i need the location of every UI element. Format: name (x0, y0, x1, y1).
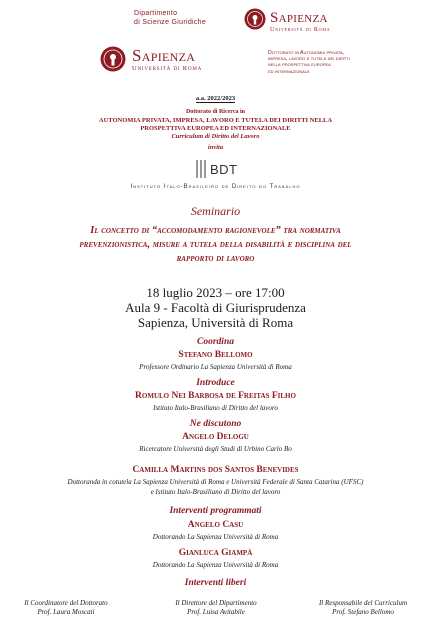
sapienza-seal-icon (244, 8, 266, 30)
signature-role: Il Coordinatore del Dottorato (24, 599, 108, 607)
event-type: Seminario (190, 204, 241, 218)
speaker-name: Angelo Delogu (182, 432, 249, 442)
ibdt-name: Instituto Italo-Brasileiro de Direito do Trabalho (130, 184, 301, 190)
logo-dipartimento-sapienza (100, 8, 220, 82)
speaker-affiliation: Dottorando La Sapienza Università di Roma (152, 533, 279, 541)
dept-label (134, 10, 206, 27)
event-title (0, 224, 431, 266)
interventi-liberi-label: Interventi liberi (184, 578, 247, 588)
signature-role: Il Direttore del Dipartimento (175, 599, 257, 607)
event-title-line: Il concetto di “accomodamento ragionevole” tra normativa (90, 225, 341, 236)
event-room: Aula 9 - Facoltà di Giurisprudenza (125, 300, 306, 315)
ibdt-columns-icon (196, 160, 206, 178)
interventi-programmati-label: Interventi programmati (169, 506, 262, 516)
ibdt-logo (196, 158, 244, 180)
dottorato-name-line2: PROSPETTIVA EUROPEA ED INTERNAZIONALE (140, 125, 291, 132)
doc-line: Dottorato in Autonomia privata, (268, 50, 345, 56)
signature-role: Il Responsabile del Curriculum (318, 599, 408, 607)
logo-dottorato-sapienza (244, 8, 354, 82)
speaker-name: Camilla Martins dos Santos Benevides (132, 465, 299, 475)
doc-line: impresa, lavoro e tutela dei diritti (268, 56, 350, 63)
event-title-line: rapporto di lavoro (176, 253, 255, 264)
universita-di-roma-label: Università di Roma (132, 65, 203, 72)
speaker-affiliation: Istituto Italo-Brasiliano di Diritto del lavoro (153, 404, 278, 412)
introduce-label: Introduce (196, 378, 235, 388)
dottorato-intro: Dottorato di Ricerca in (185, 109, 246, 115)
doc-line: nella prospettiva europea (268, 62, 331, 69)
event-place: Sapienza, Università di Roma (137, 315, 294, 330)
speaker-affiliation: Ricercatore Università degli Studi di Urbino Carlo Bo (139, 445, 292, 453)
speaker-affiliation: Dottoranda in cotutela La Sapienza Università di Roma e Università Federale di Santa Catarina (UFSC) (67, 478, 364, 486)
speaker-name: Romulo Nei Barbosa de Freitas Filho (135, 391, 296, 401)
event-title-line: prevenzionistica, misure a tutela della disabilità e disciplina del (79, 239, 352, 250)
academic-year (0, 95, 431, 102)
sapienza-wordmark: Sapienza (270, 10, 328, 26)
curriculum-label: Curriculum di Diritto del Lavoro (171, 133, 260, 140)
signature-responsabile (293, 599, 431, 617)
event-date: 18 luglio 2023 – ore 17:00 (146, 285, 285, 300)
coordina-label: Coordina (197, 337, 234, 347)
invita-label: invita (207, 144, 224, 151)
signature-name: Prof. Luisa Avitabile (187, 608, 245, 616)
speaker-name: Angelo Casu (187, 520, 244, 530)
academic-year-text: a.a. 2022/2023 (195, 95, 236, 102)
dottorato-label (268, 50, 350, 75)
doc-line: ed internazionale (268, 68, 310, 75)
speaker-name: Gianluca Giampà (178, 548, 253, 558)
signature-coordinatore (0, 599, 136, 617)
dept-line1: Dipartimento (134, 10, 178, 17)
dept-line2: di Scienze Giuridiche (134, 18, 207, 26)
speaker-affiliation: Professore Ordinario La Sapienza Università di Roma (139, 363, 292, 371)
discutono-label: Ne discutono (189, 419, 242, 429)
signature-name: Prof. Laura Moscati (37, 608, 95, 616)
dottorato-name-line1: AUTONOMIA PRIVATA, IMPRESA, LAVORO E TUTELA DEI DIRITTI NELLA (98, 117, 333, 124)
speaker-name: Stefano Bellomo (178, 350, 253, 360)
ibdt-letters: BDT (210, 162, 238, 177)
universita-di-roma-label: Università di Roma (270, 27, 331, 33)
signature-direttore (146, 599, 286, 617)
speaker-affiliation: e Istituto Italo-Brasiliano di Diritto del lavoro (150, 488, 281, 496)
sapienza-wordmark: Sapienza (132, 46, 196, 65)
speaker-affiliation: Dottorando La Sapienza Università di Roma (152, 561, 279, 569)
signature-name: Prof. Stefano Bellomo (332, 608, 394, 616)
sapienza-seal-icon (100, 46, 126, 72)
